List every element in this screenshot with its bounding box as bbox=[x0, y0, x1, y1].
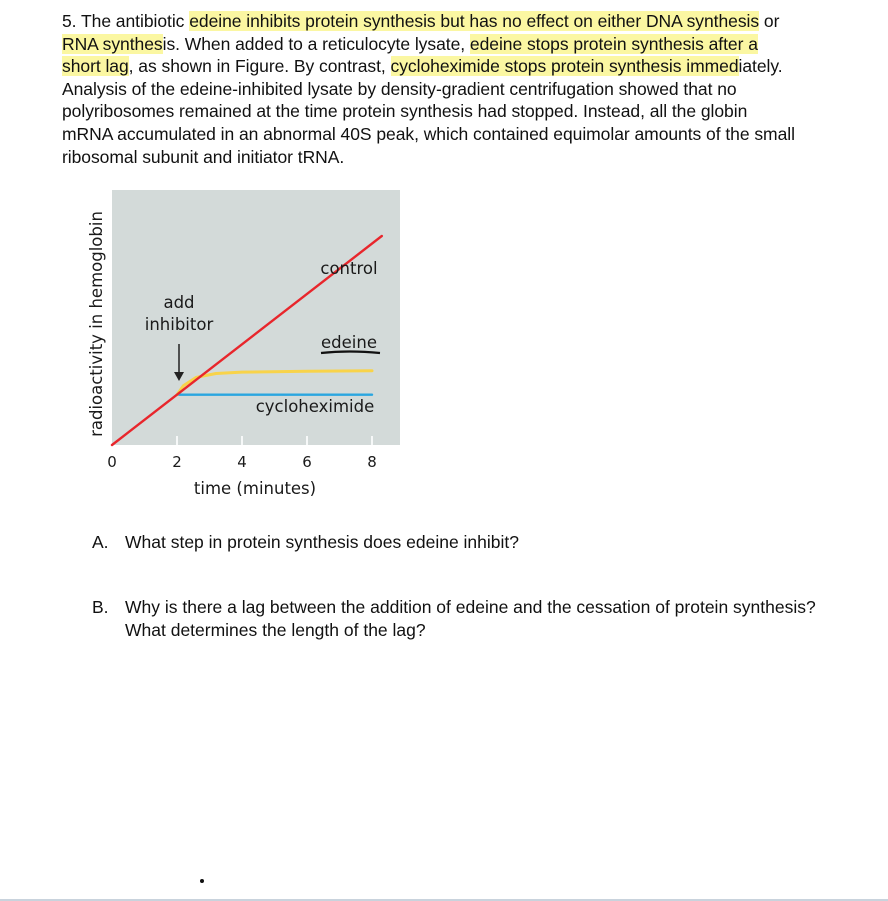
problem-line bbox=[62, 100, 888, 123]
highlighted-text: edeine inhibits protein synthesis but has no effect on either DNA synthesis bbox=[189, 11, 760, 31]
problem-text: is. When added to a reticulocyte lysate, bbox=[162, 33, 470, 54]
problem-line bbox=[62, 78, 888, 101]
question-b-text: Why is there a lag between the addition of edeine and the cessation of protein synthesis? What determines the length of the lag? bbox=[125, 597, 816, 640]
problem-line bbox=[62, 146, 888, 169]
y-axis-label: radioactivity in hemoglobin bbox=[87, 211, 106, 437]
chart bbox=[78, 190, 418, 510]
problem-line bbox=[62, 10, 888, 33]
x-axis-label: time (minutes) bbox=[193, 479, 317, 498]
question-a-letter: A. bbox=[92, 532, 109, 552]
highlighted-text: edeine stops protein synthesis after a bbox=[469, 33, 758, 54]
x-tick-label: 0 bbox=[107, 453, 117, 471]
x-tick-label: 6 bbox=[302, 453, 312, 471]
problem-text: mRNA accumulated in an abnormal 40S peak, which contained equimolar amounts of the small bbox=[62, 123, 795, 144]
add-inhibitor-label-line1: add bbox=[163, 293, 195, 312]
figure bbox=[78, 190, 418, 510]
highlighted-text: short lag bbox=[62, 56, 129, 77]
question-b-letter: B. bbox=[92, 597, 109, 617]
problem-statement bbox=[62, 10, 888, 168]
highlighted-text: RNA synthes bbox=[62, 33, 163, 54]
stray-dot bbox=[200, 879, 204, 883]
problem-text: or bbox=[759, 11, 780, 31]
problem-line bbox=[62, 55, 888, 78]
problem-text: 5. The antibiotic bbox=[62, 11, 190, 31]
problem-line bbox=[62, 33, 888, 56]
control-label: control bbox=[320, 259, 378, 278]
problem-text: polyribosomes remained at the time protein synthesis had stopped. Instead, all the globin bbox=[62, 101, 748, 122]
problem-text: ribosomal subunit and initiator tRNA. bbox=[62, 146, 345, 167]
cycloheximide-label: cycloheximide bbox=[255, 397, 375, 416]
problem-line bbox=[62, 123, 888, 146]
x-tick-label: 2 bbox=[172, 453, 182, 471]
question-a-text: What step in protein synthesis does edeine inhibit? bbox=[125, 532, 519, 552]
problem-text: iately. bbox=[738, 56, 783, 77]
problem-text: Analysis of the edeine-inhibited lysate by density-gradient centrifugation showed that no bbox=[62, 78, 737, 99]
x-tick-label: 8 bbox=[367, 453, 377, 471]
problem-text: , as shown in Figure. By contrast, bbox=[128, 56, 391, 77]
edeine-label: edeine bbox=[321, 333, 377, 352]
add-inhibitor-label-line2: inhibitor bbox=[144, 315, 214, 334]
highlighted-text: cycloheximide stops protein synthesis immed bbox=[390, 56, 739, 77]
x-tick-label: 4 bbox=[237, 453, 247, 471]
